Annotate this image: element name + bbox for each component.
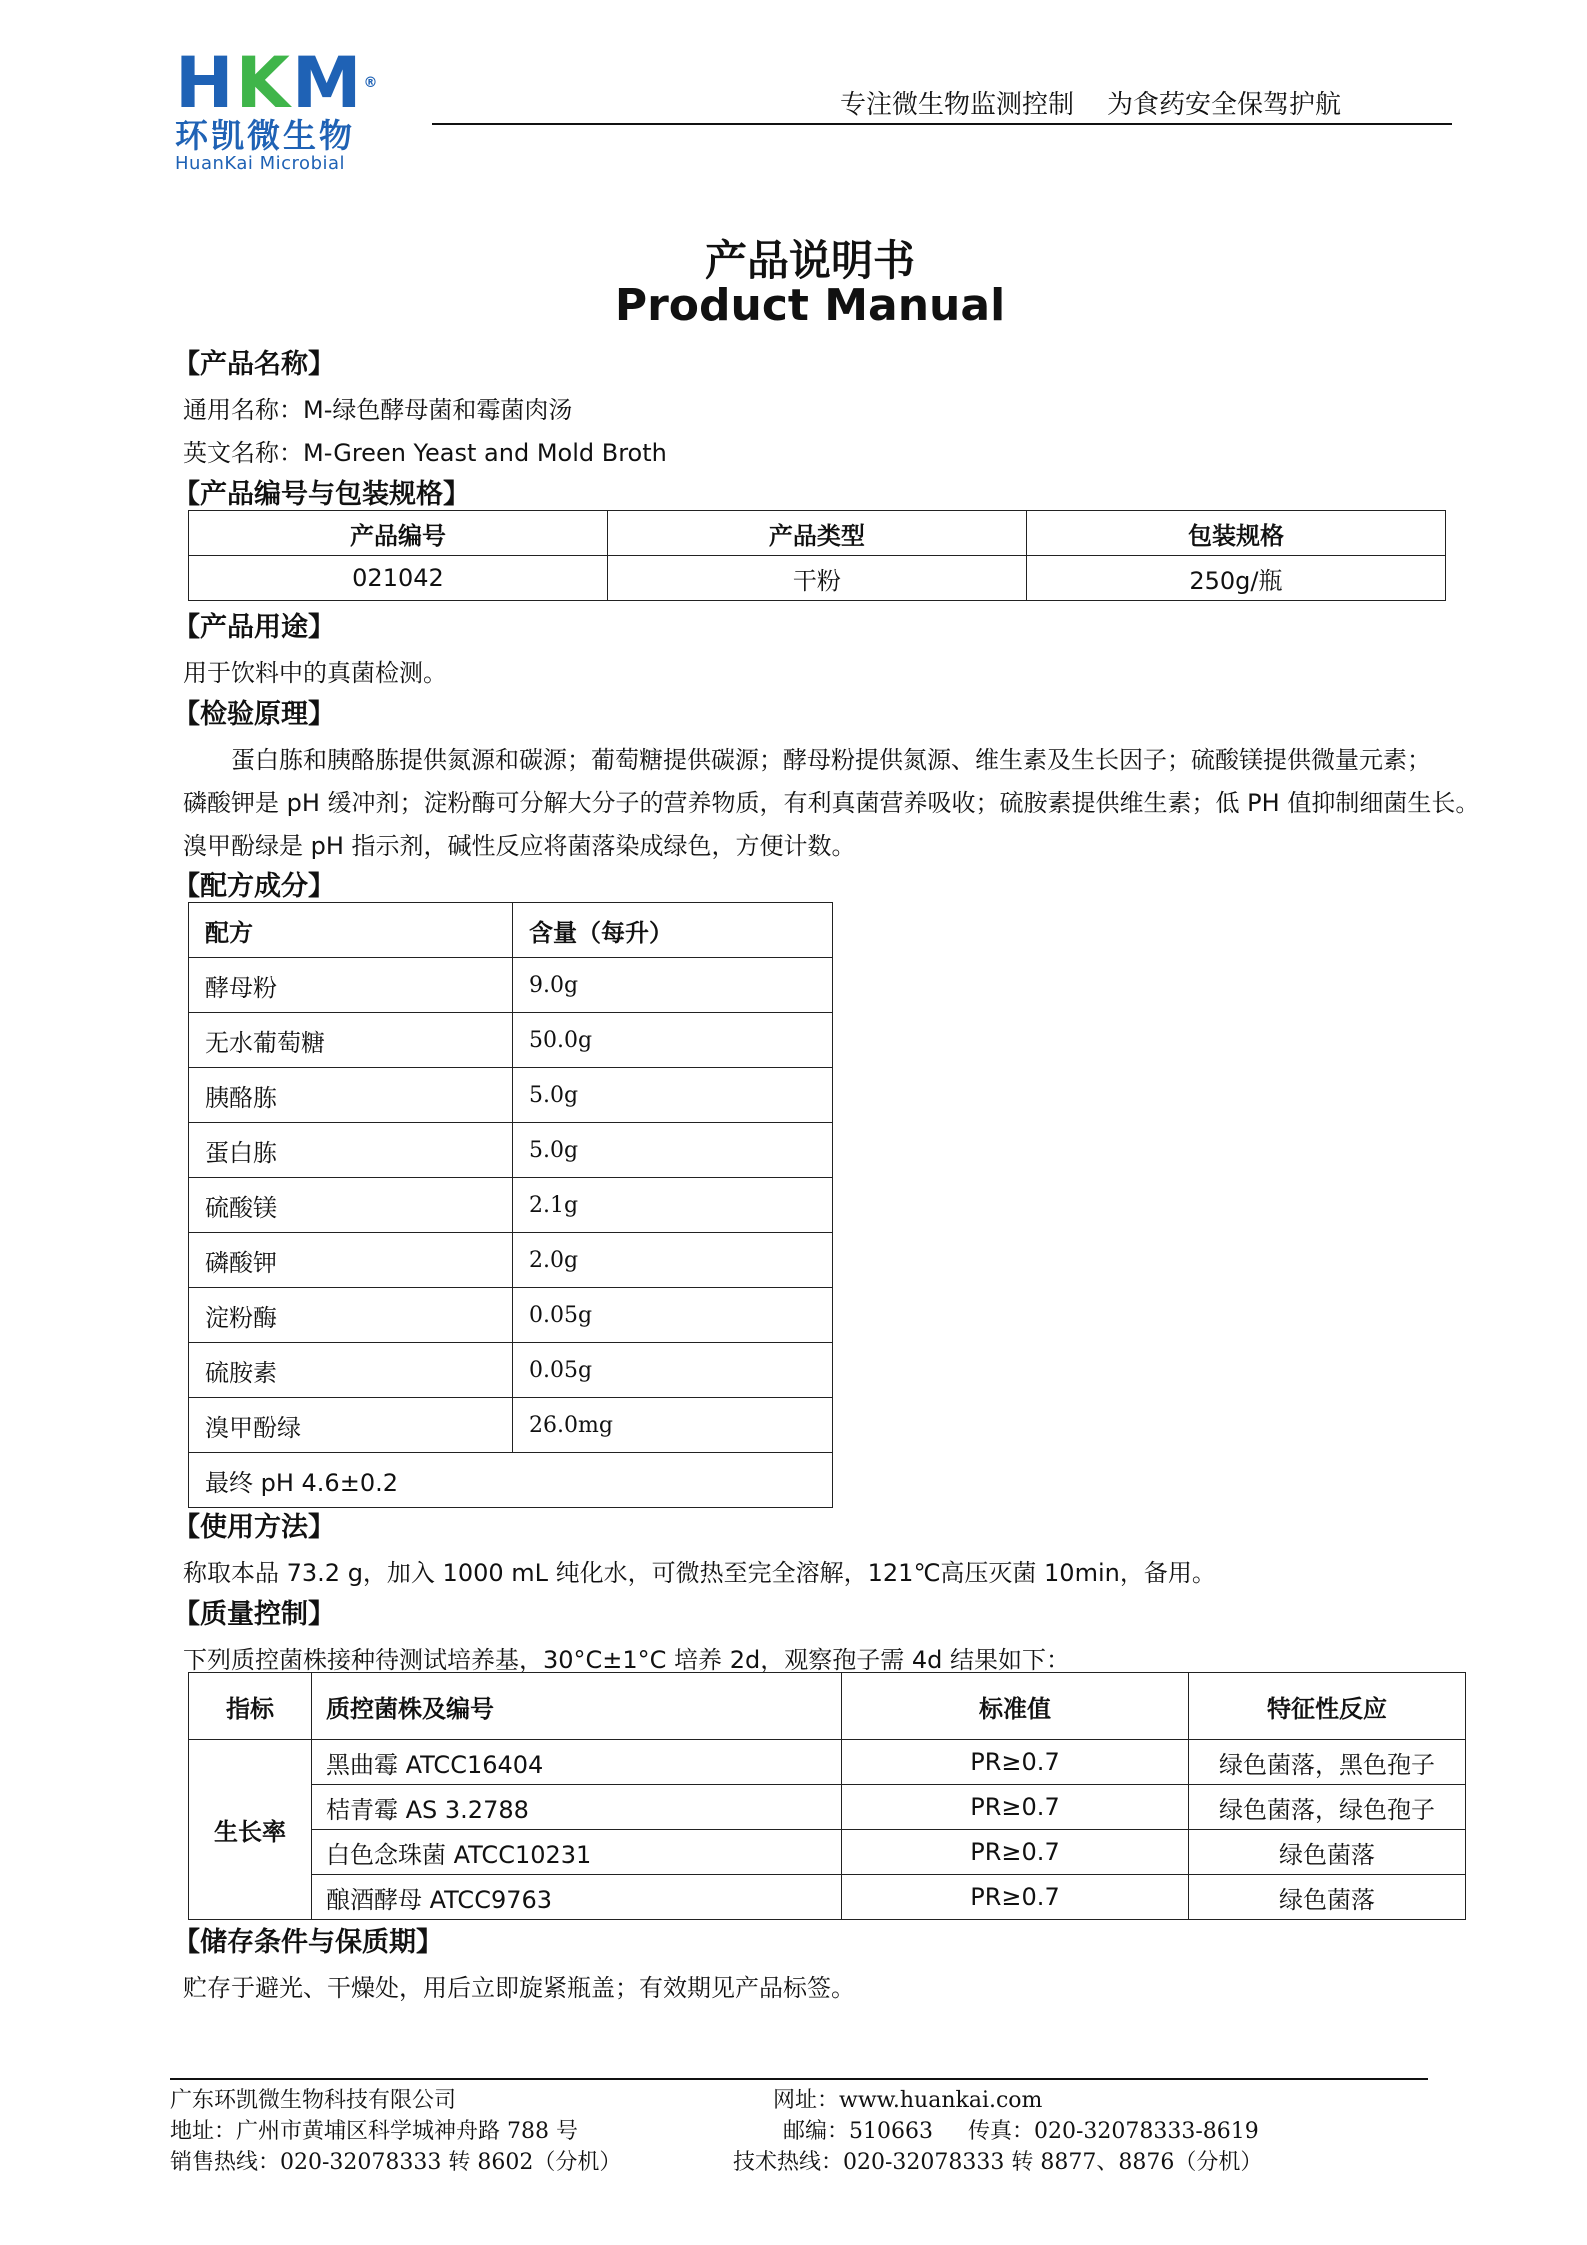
standard-value: PR≥0.7 xyxy=(842,1740,1189,1785)
ingredient-amount: 2.0g xyxy=(513,1233,833,1288)
footer-website: 网址：www.huankai.com xyxy=(773,2088,1043,2113)
logo-letter-k: K xyxy=(235,42,292,124)
packaging-table xyxy=(188,510,1446,601)
section-heading-storage: 【储存条件与保质期】 xyxy=(173,1927,443,1958)
ingredient-name: 淀粉酶 xyxy=(189,1288,513,1343)
table-row xyxy=(189,556,1446,601)
header-slogan: 专注微生物监测控制 为食药安全保驾护航 xyxy=(840,90,1342,120)
characteristic-reaction: 绿色菌落 xyxy=(1189,1875,1466,1920)
table-row xyxy=(189,1013,833,1068)
strain-name: 白色念珠菌 ATCC10231 xyxy=(312,1830,842,1875)
column-header: 含量（每升） xyxy=(513,903,833,958)
ingredient-name: 酵母粉 xyxy=(189,958,513,1013)
column-header: 指标 xyxy=(189,1673,312,1740)
ingredient-name: 胰酪胨 xyxy=(189,1068,513,1123)
product-type: 干粉 xyxy=(607,556,1026,601)
table-row xyxy=(189,1740,1466,1785)
section-heading-packaging: 【产品编号与包装规格】 xyxy=(173,479,470,510)
footer-address: 地址：广州市黄埔区科学城神舟路 788 号 xyxy=(170,2119,578,2144)
table-row xyxy=(189,958,833,1013)
footer-sales-hotline: 销售热线：020-32078333 转 8602（分机） xyxy=(170,2150,622,2175)
final-ph: 最终 pH 4.6±0.2 xyxy=(189,1453,833,1508)
strain-name: 桔青霉 AS 3.2788 xyxy=(312,1785,842,1830)
strain-name: 酿酒酵母 ATCC9763 xyxy=(312,1875,842,1920)
ingredient-name: 硫酸镁 xyxy=(189,1178,513,1233)
formula-table xyxy=(188,902,833,1508)
logo-english-name: HuanKai Microbial xyxy=(175,153,346,174)
usage-text: 用于饮料中的真菌检测。 xyxy=(183,659,447,687)
page-title-chinese: 产品说明书 xyxy=(704,236,915,285)
footer-postcode-fax: 邮编：510663 传真：020-32078333-8619 xyxy=(783,2119,1259,2144)
package-size: 250g/瓶 xyxy=(1026,556,1445,601)
table-row xyxy=(189,1398,833,1453)
ingredient-amount: 5.0g xyxy=(513,1123,833,1178)
table-header-row xyxy=(189,511,1446,556)
ingredient-amount: 50.0g xyxy=(513,1013,833,1068)
ingredient-name: 无水葡萄糖 xyxy=(189,1013,513,1068)
column-header: 产品编号 xyxy=(189,511,608,556)
table-row xyxy=(189,1123,833,1178)
column-header: 产品类型 xyxy=(607,511,1026,556)
column-header: 标准值 xyxy=(842,1673,1189,1740)
product-code: 021042 xyxy=(189,556,608,601)
strain-name: 黑曲霉 ATCC16404 xyxy=(312,1740,842,1785)
principle-line-1: 蛋白胨和胰酪胨提供氮源和碳源；葡萄糖提供碳源；酵母粉提供氮源、维生素及生长因子；硫酸镁提供微量元素； xyxy=(231,746,1431,774)
page-title-english: Product Manual xyxy=(614,280,1006,331)
table-row xyxy=(189,1875,1466,1920)
principle-line-2: 磷酸钾是 pH 缓冲剂；淀粉酶可分解大分子的营养物质，有利真菌营养吸收；硫胺素提供维生素；低 PH 值抑制细菌生长。 xyxy=(183,789,1480,817)
table-row xyxy=(189,1233,833,1288)
table-row xyxy=(189,1453,833,1508)
logo-chinese-name: 环凯微生物 xyxy=(175,116,355,155)
header-divider xyxy=(432,123,1452,125)
standard-value: PR≥0.7 xyxy=(842,1830,1189,1875)
table-header-row xyxy=(189,903,833,958)
logo-letter-m: M xyxy=(291,42,364,124)
column-header: 特征性反应 xyxy=(1189,1673,1466,1740)
table-row xyxy=(189,1785,1466,1830)
column-header: 配方 xyxy=(189,903,513,958)
footer-company: 广东环凯微生物科技有限公司 xyxy=(170,2088,457,2113)
footer-tech-hotline: 技术热线：020-32078333 转 8877、8876（分机） xyxy=(733,2150,1263,2175)
characteristic-reaction: 绿色菌落，绿色孢子 xyxy=(1189,1785,1466,1830)
indicator-group: 生长率 xyxy=(189,1740,312,1920)
section-heading-method: 【使用方法】 xyxy=(173,1512,335,1543)
ingredient-amount: 26.0mg xyxy=(513,1398,833,1453)
section-heading-usage: 【产品用途】 xyxy=(173,612,335,643)
method-text: 称取本品 73.2 g，加入 1000 mL 纯化水，可微热至完全溶解，121℃高压灭菌 10min，备用。 xyxy=(183,1559,1216,1587)
quality-control-table xyxy=(188,1672,1466,1920)
storage-text: 贮存于避光、干燥处，用后立即旋紧瓶盖；有效期见产品标签。 xyxy=(183,1974,855,2002)
registered-mark: ® xyxy=(363,75,380,91)
ingredient-name: 蛋白胨 xyxy=(189,1123,513,1178)
ingredient-name: 磷酸钾 xyxy=(189,1233,513,1288)
english-name: 英文名称：M-Green Yeast and Mold Broth xyxy=(183,439,667,467)
ingredient-name: 硫胺素 xyxy=(189,1343,513,1398)
logo-letter-h: H xyxy=(175,42,236,124)
ingredient-name: 溴甲酚绿 xyxy=(189,1398,513,1453)
standard-value: PR≥0.7 xyxy=(842,1785,1189,1830)
column-header: 包装规格 xyxy=(1026,511,1445,556)
table-header-row xyxy=(189,1673,1466,1740)
section-heading-quality: 【质量控制】 xyxy=(173,1599,335,1630)
common-name: 通用名称：M-绿色酵母菌和霉菌肉汤 xyxy=(183,396,573,424)
ingredient-amount: 0.05g xyxy=(513,1343,833,1398)
characteristic-reaction: 绿色菌落 xyxy=(1189,1830,1466,1875)
table-row xyxy=(189,1288,833,1343)
quality-intro: 下列质控菌株接种待测试培养基，30°C±1°C 培养 2d，观察孢子需 4d 结果如下： xyxy=(183,1646,1070,1674)
column-header: 质控菌株及编号 xyxy=(312,1673,842,1740)
table-row xyxy=(189,1830,1466,1875)
section-heading-principle: 【检验原理】 xyxy=(173,699,335,730)
ingredient-amount: 2.1g xyxy=(513,1178,833,1233)
section-heading-formula: 【配方成分】 xyxy=(173,871,335,902)
ingredient-amount: 9.0g xyxy=(513,958,833,1013)
table-row xyxy=(189,1068,833,1123)
principle-line-3: 溴甲酚绿是 pH 指示剂，碱性反应将菌落染成绿色，方便计数。 xyxy=(183,832,856,860)
table-row xyxy=(189,1178,833,1233)
table-row xyxy=(189,1343,833,1398)
section-heading-product-name: 【产品名称】 xyxy=(173,349,335,380)
footer-divider xyxy=(170,2078,1428,2080)
ingredient-amount: 5.0g xyxy=(513,1068,833,1123)
ingredient-amount: 0.05g xyxy=(513,1288,833,1343)
standard-value: PR≥0.7 xyxy=(842,1875,1189,1920)
company-logo xyxy=(175,42,435,174)
characteristic-reaction: 绿色菌落，黑色孢子 xyxy=(1189,1740,1466,1785)
